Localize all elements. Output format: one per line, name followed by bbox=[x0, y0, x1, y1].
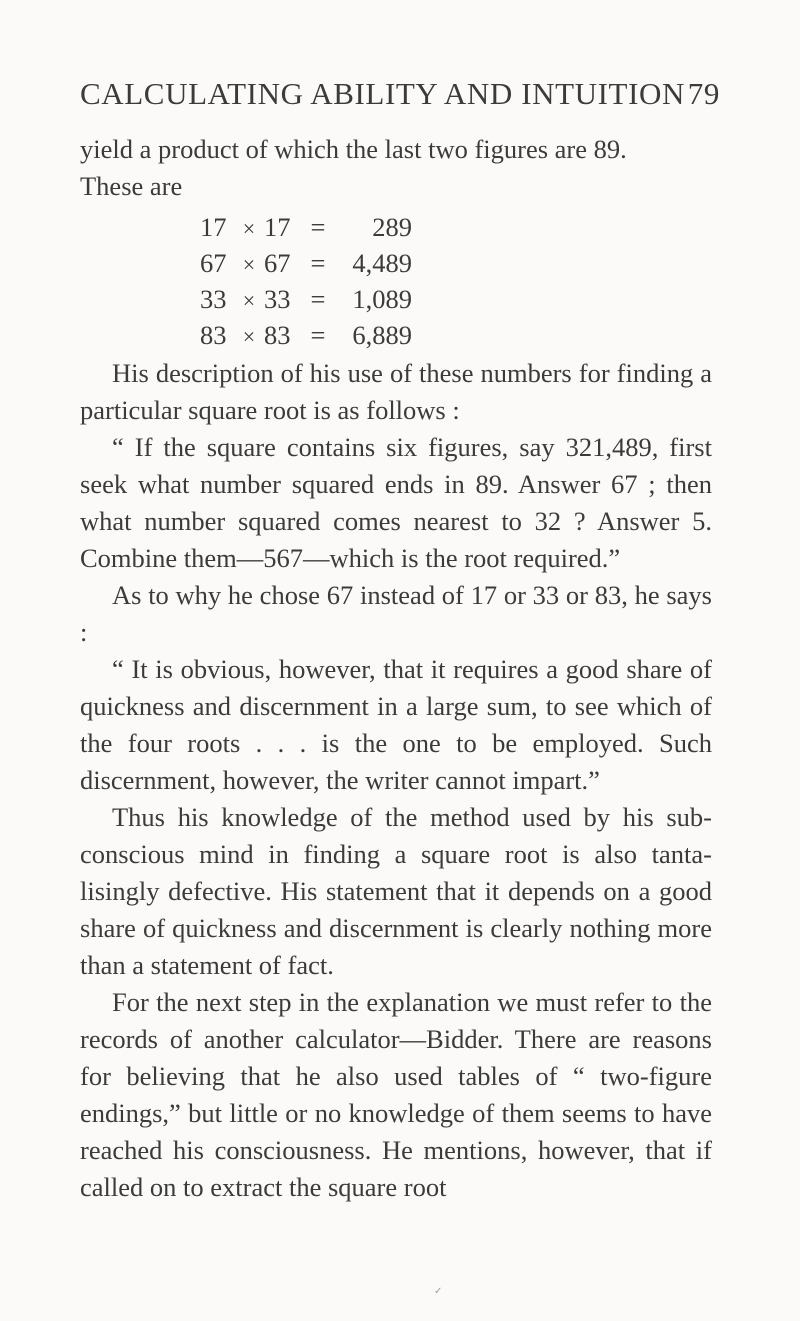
equals-sign: = bbox=[310, 284, 326, 314]
paragraph-subconscious: Thus his knowledge of the method used by his sub-conscious mind in finding a square root is also tanta-lisingly defective. His statement that it depends on a good share of quickness and discernment is clearly nothing more than a statement of fact. bbox=[80, 802, 712, 980]
product: 1,089 bbox=[352, 284, 412, 314]
page-number: 79 bbox=[687, 76, 720, 111]
product: 6,889 bbox=[352, 320, 412, 350]
factor-b: 67 bbox=[264, 248, 291, 278]
equation-row bbox=[200, 209, 712, 245]
factor-a: 67 bbox=[200, 248, 227, 278]
factor-b: 33 bbox=[264, 284, 291, 314]
paragraph-continuation: yield a product of which the last two figures are 89. bbox=[80, 134, 627, 164]
product: 4,489 bbox=[352, 248, 412, 278]
times-sign: × bbox=[242, 288, 256, 313]
equation-row bbox=[200, 245, 712, 281]
times-sign: × bbox=[242, 216, 256, 241]
scan-mark: ✓ bbox=[434, 1286, 443, 1297]
equals-sign: = bbox=[310, 212, 326, 242]
equation-row bbox=[200, 281, 712, 317]
equation-row bbox=[200, 317, 712, 353]
times-sign: × bbox=[242, 324, 256, 349]
paragraph-quote-discernment: “ It is obvious, however, that it requires a good share of quickness and discernment in a large sum, to see which of the four roots . . . is the one to be employed. Such discernment, however, the writer cannot impart.” bbox=[80, 654, 712, 795]
paragraph-why-67: As to why he chose 67 instead of 17 or 33 or 83, he says : bbox=[80, 580, 712, 647]
running-head-title: CALCULATING ABILITY AND INTUITION bbox=[80, 76, 685, 111]
product: 289 bbox=[372, 212, 412, 242]
paragraph-these-are: These are bbox=[80, 171, 183, 201]
running-head bbox=[80, 76, 720, 116]
factor-a: 83 bbox=[200, 320, 227, 350]
times-sign: × bbox=[242, 252, 256, 277]
paragraph-description: His description of his use of these numbers for finding a particular square root is as follows : bbox=[80, 358, 712, 425]
equals-sign: = bbox=[310, 320, 326, 350]
equals-sign: = bbox=[310, 248, 326, 278]
factor-a: 33 bbox=[200, 284, 227, 314]
body-text bbox=[80, 131, 712, 1206]
paragraph-quote-square-root: “ If the square contains six figures, say 321,489, first seek what number squared ends in 89. Answer 67 ; then what number squared comes nearest to 32 ? Answer 5. Combine them—567—which is the root required.” bbox=[80, 432, 712, 573]
factor-a: 17 bbox=[200, 212, 227, 242]
factor-b: 17 bbox=[264, 212, 291, 242]
paragraph-bidder: For the next step in the explanation we must refer to the records of another calculator—Bidder. There are reasons for believing that he also used tables of “ two-figure endings,” but little or no knowledge of them seems to have reached his consciousness. He mentions, however, that if called on to extract the square root bbox=[80, 987, 712, 1202]
square-table bbox=[80, 209, 712, 353]
factor-b: 83 bbox=[264, 320, 291, 350]
